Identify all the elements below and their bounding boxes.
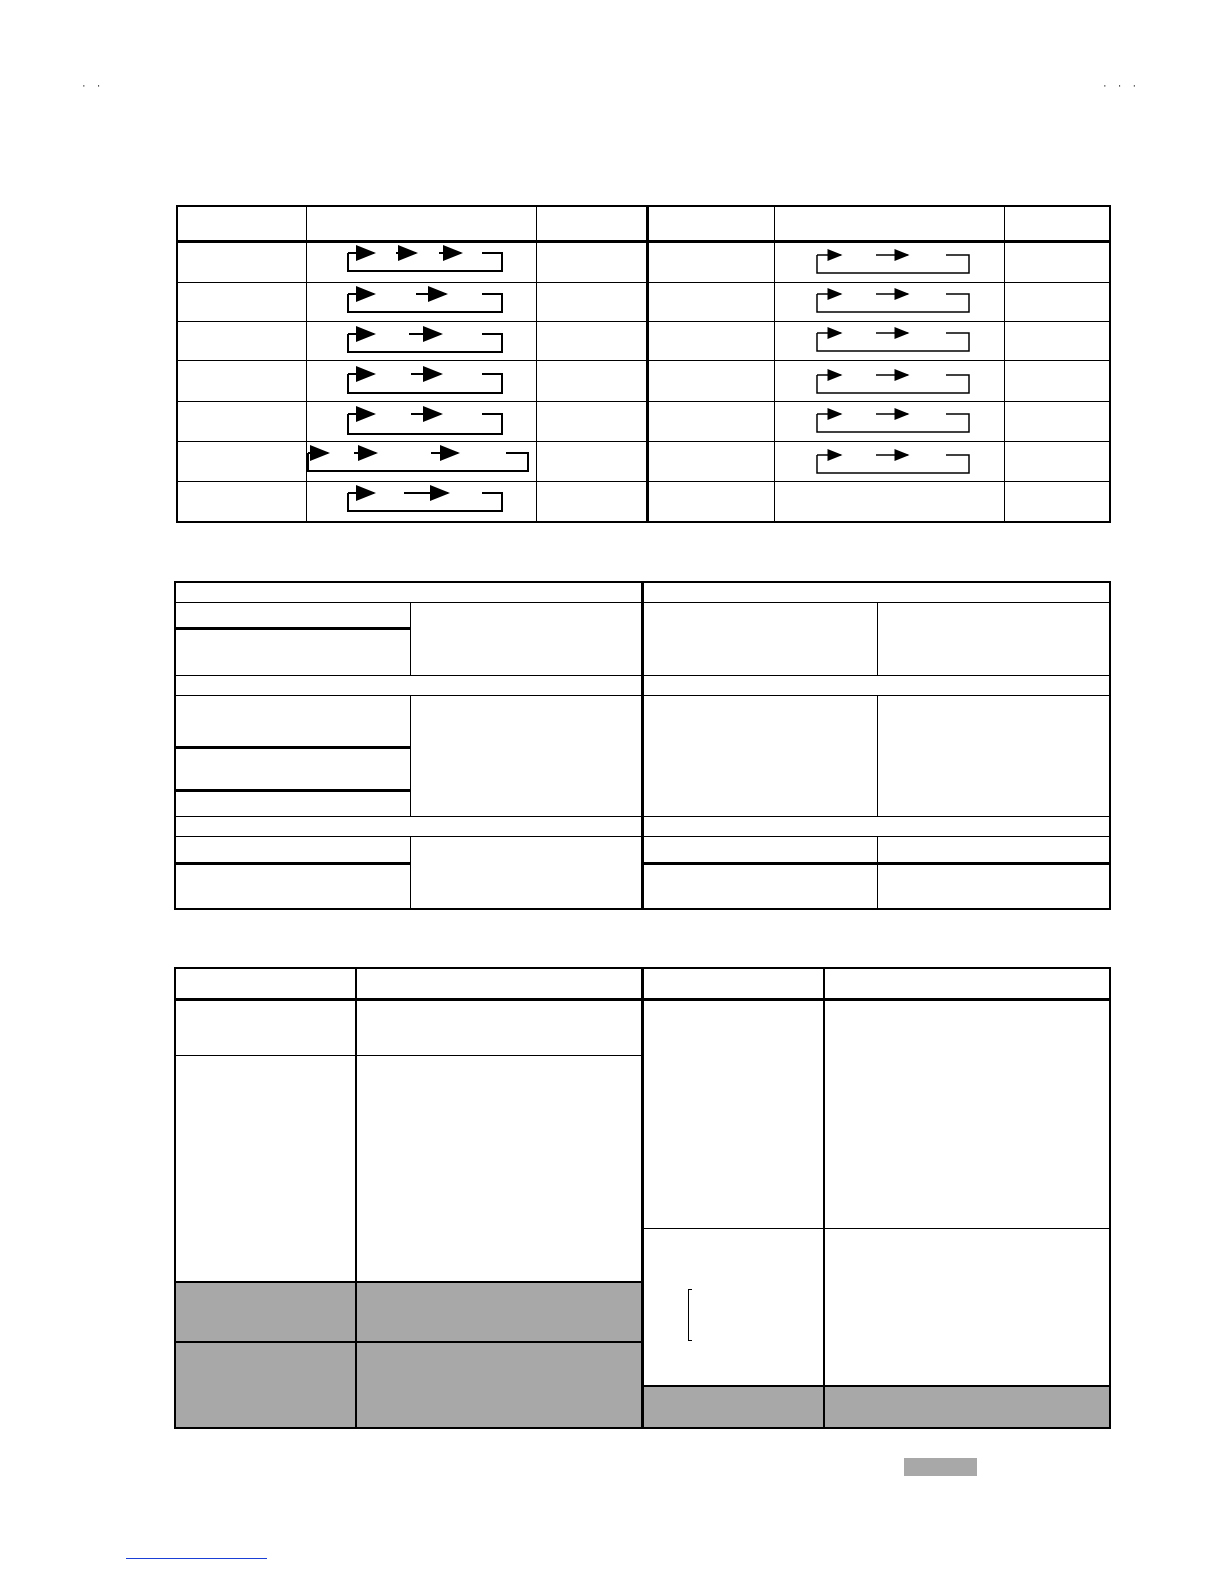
flow-loop-r2: [817, 294, 969, 312]
flow-diagrams: [176, 205, 1111, 523]
flow-loop-7: [348, 493, 502, 511]
footer-gray-tag: [904, 1458, 977, 1476]
flow-loop-r6: [817, 455, 969, 473]
gray-block-right: [644, 1385, 1109, 1427]
flow-loop-r1: [817, 255, 969, 273]
flow-loop-1: [348, 253, 502, 271]
corner-marks-right: · · ·: [1103, 80, 1141, 92]
flow-loop-2: [348, 294, 502, 312]
footer-link[interactable]: [126, 1557, 267, 1559]
flow-loop-3: [348, 334, 502, 352]
flow-loop-5: [348, 414, 502, 434]
corner-marks-left: · ·: [82, 80, 105, 92]
spec-table-2: [174, 581, 1111, 910]
flow-loop-r4: [817, 375, 969, 393]
flow-loop-r3: [817, 333, 969, 351]
gray-block-left: [176, 1281, 641, 1427]
flow-loop-6: [308, 453, 528, 471]
spec-table-3: [174, 967, 1111, 1429]
flow-loop-4: [348, 374, 502, 393]
bracket-mark: [688, 1289, 692, 1341]
flow-loop-r5: [817, 414, 969, 432]
